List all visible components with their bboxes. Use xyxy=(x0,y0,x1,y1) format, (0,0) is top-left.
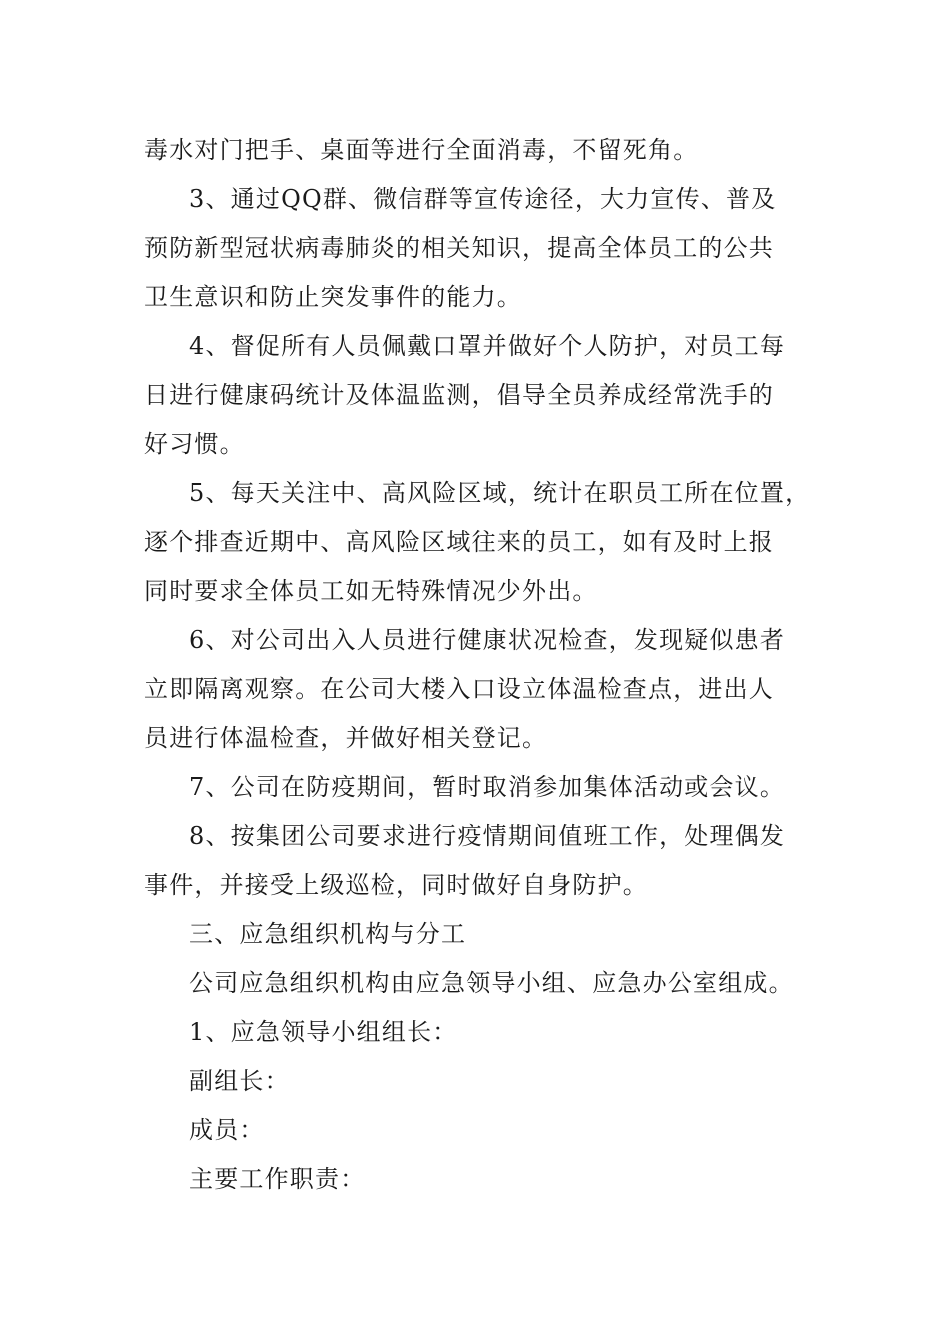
paragraph-item-6-line: 6、对公司出入人员进行健康状况检查，发现疑似患者 xyxy=(189,626,786,654)
text-line: 毒水对门把手、桌面等进行全面消毒，不留死角。 xyxy=(144,136,699,164)
paragraph-item-7-line: 7、公司在防疫期间，暂时取消参加集体活动或会议。 xyxy=(189,773,786,801)
text-line: 立即隔离观察。在公司大楼入口设立体温检查点，进出人 xyxy=(144,675,774,703)
section-heading: 三、应急组织机构与分工 xyxy=(189,920,467,948)
text-line: 好习惯。 xyxy=(144,430,245,458)
paragraph-item-4-line: 4、督促所有人员佩戴口罩并做好个人防护，对员工每 xyxy=(189,332,786,360)
section-intro: 公司应急组织机构由应急领导小组、应急办公室组成。 xyxy=(189,969,794,997)
document-body xyxy=(144,126,824,1204)
main-duties: 主要工作职责： xyxy=(189,1165,366,1193)
leader-group-head: 1、应急领导小组组长： xyxy=(189,1018,458,1046)
deputy-head: 副组长： xyxy=(189,1067,290,1095)
text-line: 同时要求全体员工如无特殊情况少外出。 xyxy=(144,577,598,605)
text-line: 逐个排查近期中、高风险区域往来的员工，如有及时上报 xyxy=(144,528,774,556)
text-line: 日进行健康码统计及体温监测，倡导全员养成经常洗手的 xyxy=(144,381,774,409)
paragraph-item-5-line: 5、每天关注中、高风险区域，统计在职员工所在位置， xyxy=(189,479,811,507)
text-line: 预防新型冠状病毒肺炎的相关知识，提高全体员工的公共 xyxy=(144,234,774,262)
text-line: 卫生意识和防止突发事件的能力。 xyxy=(144,283,522,311)
members: 成员： xyxy=(189,1116,265,1144)
text-line: 员进行体温检查，并做好相关登记。 xyxy=(144,724,548,752)
paragraph-item-8-line: 8、按集团公司要求进行疫情期间值班工作，处理偶发 xyxy=(189,822,786,850)
paragraph-item-3-line: 3、通过QQ群、微信群等宣传途径，大力宣传、普及 xyxy=(189,185,777,213)
text-line: 事件，并接受上级巡检，同时做好自身防护。 xyxy=(144,871,648,899)
